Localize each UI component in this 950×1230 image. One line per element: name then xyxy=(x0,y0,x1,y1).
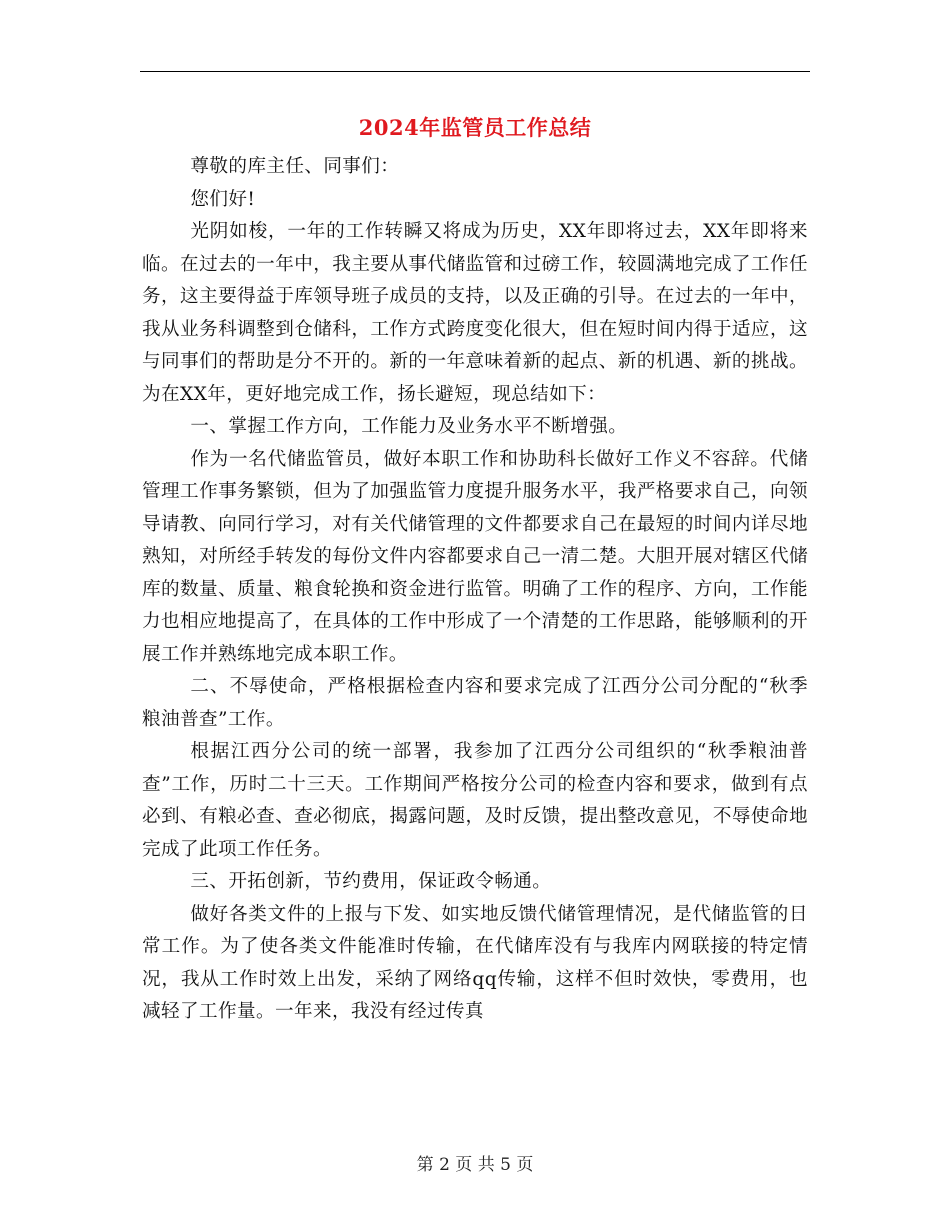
document-title: 2024年监管员工作总结 xyxy=(358,115,592,140)
paragraph-intro: 光阴如梭，一年的工作转瞬又将成为历史，XX年即将过去，XX年即将来临。在过去的一年中，我主要从事代储监管和过磅工作，较圆满地完成了工作任务，这主要得益于库领导班子成员的支持，以及正确的引导。在过去的一年中，我从业务科调整到仓储科，工作方式跨度变化很大，但在短时间内得于适应，这与同事们的帮助是分不开的。新的一年意味着新的起点、新的机遇、新的挑战。为在XX年，更好地完成工作，扬长避短，现总结如下： xyxy=(142,221,808,405)
page-footer: 第 2 页 共 5 页 xyxy=(416,1155,534,1175)
salutation: 尊敬的库主任、同事们： xyxy=(190,156,400,177)
greeting: 您们好! xyxy=(190,188,256,210)
paragraph-section-3: 做好各类文件的上报与下发、如实地反馈代储管理情况，是代储监管的日常工作。为了使各类文件能准时传输，在代储库没有与我库内网联接的特定情况，我从工作时效上出发，采纳了网络qq传输，这样不但时效快，零费用，也减轻了工作量。一年来，我没有经过传真 xyxy=(142,903,808,1022)
section-heading-3: 三、开拓创新，节约费用，保证政令畅通。 xyxy=(190,871,552,892)
section-heading-1: 一、掌握工作方向，工作能力及业务水平不断增强。 xyxy=(190,416,628,437)
paragraph-section-1: 作为一名代储监管员，做好本职工作和协助科长做好工作义不容辞。代储管理工作事务繁锁，但为了加强监管力度提升服务水平，我严格要求自己，向领导请教、向同行学习，对有关代储管理的文件都要求自己在最短的时间内详尽地熟知，对所经手转发的每份文件内容都要求自己一清二楚。大胆开展对辖区代储库的数量、质量、粮食轮换和资金进行监管。明确了工作的程序、方向，工作能力也相应地提高了，在具体的工作中形成了一个清楚的工作思路，能够顺利的开展工作并熟练地完成本职工作。 xyxy=(142,448,808,665)
document-body xyxy=(142,151,808,1029)
header-rule xyxy=(140,71,810,72)
paragraph-section-2: 根据江西分公司的统一部署，我参加了江西分公司组织的“秋季粮油普查”工作，历时二十三天。工作期间严格按分公司的检查内容和要求，做到有点必到、有粮必查、查必彻底，揭露问题，及时反馈，提出整改意见，不辱使命地完成了此项工作任务。 xyxy=(142,741,808,860)
section-heading-2: 二、不辱使命，严格根据检查内容和要求完成了江西分公司分配的“秋季粮油普查”工作。 xyxy=(142,676,808,730)
